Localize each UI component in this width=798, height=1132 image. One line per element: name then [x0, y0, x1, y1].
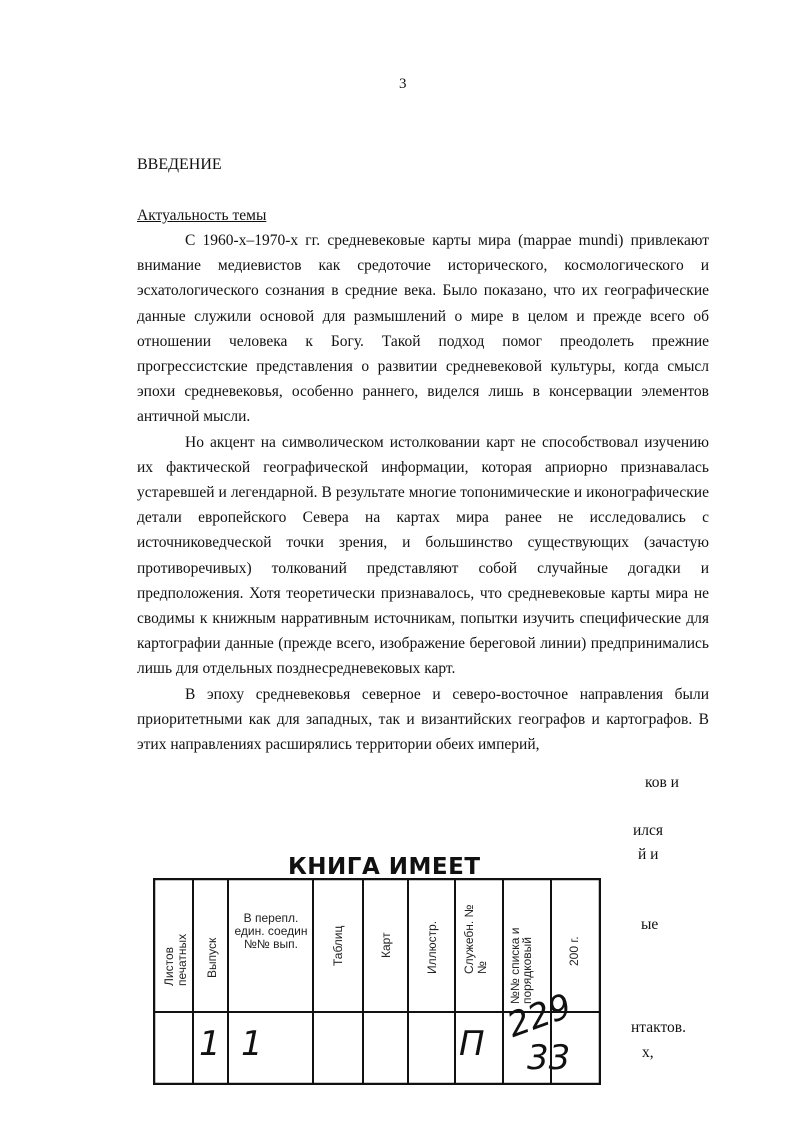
text-fragment: ился [633, 822, 664, 839]
stamp-column-header: Выпуск [205, 937, 219, 978]
page-number: 3 [399, 76, 407, 92]
subheading: Актуальность темы [137, 207, 267, 224]
handwritten-sluzhebn: П [459, 1024, 485, 1064]
stamp-column-header: Служебн. №№ [462, 904, 489, 974]
text-fragment: ков и [645, 774, 679, 791]
text-fragment: х, [642, 1044, 654, 1061]
handwritten-serial-top: 229 [502, 986, 577, 1046]
stamp-column-header: Иллюстр. [425, 920, 439, 974]
stamp-column-header: №№ списка и порядковый [508, 927, 534, 1004]
stamp-column-header: Листов печатных [162, 933, 189, 986]
handwritten-vypusk: 1 [241, 1024, 263, 1064]
text-fragment: ые [641, 916, 659, 933]
paragraph: Но акцент на символическом истолковании карт не способствовал изучению их фактической географической информации, которая априорно признавалась устаревшей и легендарной. В результате многие топонимические и иконографические детали европейского Севера на картах мира ранее не исследовались с источниковедческой точки зрения, и большинство существующих (зачастую противоречивых) толкований представляют собой случайные догадки и предположения. Хотя теоретически признавалось, что средневековые карты мира не сводимы к книжным нарративным источникам, попытки изучить специфические для картографии данные (прежде всего, изображение береговой линии) предпринимались лишь для отдельных позднесредневековых карт. [137, 433, 709, 678]
stamp-column-header: 200 г. [567, 936, 581, 966]
handwritten-serial-bottom: 33 [527, 1038, 571, 1078]
handwritten-listov: 1 [199, 1024, 221, 1064]
stamp-title: КНИГА ИМЕЕТ [288, 854, 481, 880]
library-stamp [153, 878, 601, 1085]
text-fragment: нтактов. [631, 1019, 686, 1036]
paragraph: С 1960-х–1970-х гг. средневековые карты мира (mappae mundi) привлекают внимание медиевистов как средоточие исторического, космологического и эсхатологического сознания в средние века. Было показано, что их географические данные служили основой для размышлений о мире в целом и прежде всего об отношении человека к Богу. Такой подход помог преодолеть прежние прогрессистские представления о развитии средневековой культуры, когда смысл эпохи средневековья, особенно раннего, виделся лишь в консервации элементов античной мысли. [137, 232, 709, 426]
paragraph: В эпоху средневековья северное и северо-восточное направления были приоритетными как для западных, так и византийских географов и картографов. В этих направлениях расширялись территории обеих империй, [137, 685, 709, 754]
stamp-column-header: Карт [379, 932, 393, 958]
text-fragment: й и [638, 846, 659, 863]
body-text [137, 228, 709, 757]
stamp-column-header: Таблиц [331, 925, 345, 966]
section-title: ВВЕДЕНИЕ [137, 156, 222, 173]
stamp-column-header: В перепл. един. соедин №№ вып. [234, 911, 308, 951]
